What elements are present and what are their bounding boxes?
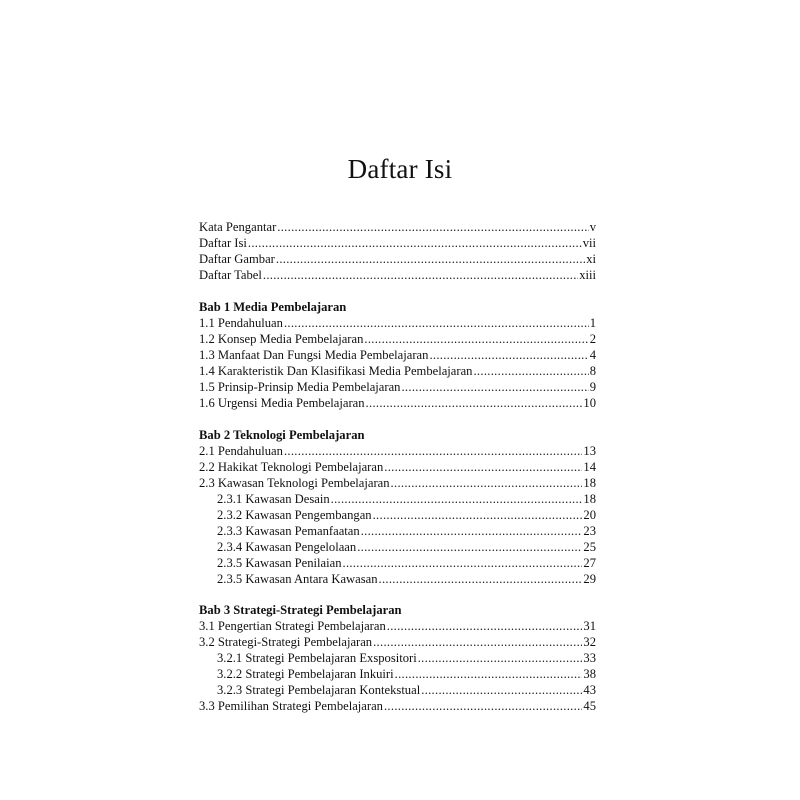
- chapter-title: Bab 3 Strategi-Strategi Pembelajaran: [199, 603, 402, 617]
- dot-leader: [387, 618, 583, 634]
- toc-entry-page: 9: [589, 380, 596, 394]
- toc-entry-page: 13: [583, 444, 596, 458]
- toc-entry-daftar-isi: [199, 235, 596, 251]
- toc-entry-page: 10: [583, 396, 596, 410]
- dot-leader: [384, 698, 582, 714]
- toc-entry-label: Daftar Tabel: [199, 268, 262, 282]
- toc-subentry: [199, 571, 596, 587]
- toc-entry-label: 1.2 Konsep Media Pembelajaran: [199, 332, 364, 346]
- spacer: [199, 411, 596, 427]
- toc-subentry: [199, 666, 596, 682]
- toc-entry: [199, 347, 596, 363]
- toc-entry-label: 3.1 Pengertian Strategi Pembelajaran: [199, 619, 386, 633]
- toc-entry-page: 38: [583, 667, 596, 681]
- spacer: [199, 587, 596, 602]
- dot-leader: [429, 347, 588, 363]
- toc-subentry: [199, 539, 596, 555]
- toc-entry-label: 1.5 Prinsip-Prinsip Media Pembelajaran: [199, 380, 401, 394]
- dot-leader: [263, 267, 578, 283]
- toc-entry-label: 2.3.4 Kawasan Pengelolaan: [217, 540, 357, 554]
- toc-entry-page: 31: [583, 619, 596, 633]
- dot-leader: [357, 539, 582, 555]
- toc-entry-label: Daftar Gambar: [199, 252, 275, 266]
- toc-subentry: [199, 682, 596, 698]
- toc-entry-page: 1: [589, 316, 596, 330]
- toc-subentry: [199, 555, 596, 571]
- dot-leader: [277, 219, 588, 235]
- dot-leader: [361, 523, 583, 539]
- toc-entry-label: 2.3.3 Kawasan Pemanfaatan: [217, 524, 360, 538]
- dot-leader: [421, 682, 582, 698]
- toc-entry-daftar-tabel: [199, 267, 596, 283]
- toc-entry-label: 2.1 Pendahuluan: [199, 444, 283, 458]
- chapter-title: Bab 2 Teknologi Pembelajaran: [199, 428, 365, 442]
- toc-entry-page: 18: [583, 476, 596, 490]
- toc-entry-page: 18: [583, 492, 596, 506]
- dot-leader: [366, 395, 583, 411]
- toc-entry-page: 27: [583, 556, 596, 570]
- dot-leader: [418, 650, 583, 666]
- toc-entry-label: 2.3.2 Kawasan Pengembangan: [217, 508, 372, 522]
- toc-entry-kata-pengantar: [199, 219, 596, 235]
- toc-subentry: [199, 507, 596, 523]
- dot-leader: [284, 443, 582, 459]
- table-of-contents: [199, 219, 596, 714]
- dot-leader: [379, 571, 583, 587]
- toc-entry: [199, 634, 596, 650]
- toc-entry-label: 3.2.2 Strategi Pembelajaran Inkuiri: [217, 667, 394, 681]
- toc-entry-page: 23: [583, 524, 596, 538]
- toc-entry-label: Kata Pengantar: [199, 220, 277, 234]
- toc-entry-label: 2.3.1 Kawasan Desain: [217, 492, 330, 506]
- toc-entry-page: 2: [589, 332, 596, 346]
- toc-entry-page: 43: [583, 683, 596, 697]
- dot-leader: [284, 315, 589, 331]
- toc-entry-page: vii: [582, 236, 596, 250]
- toc-subentry: [199, 491, 596, 507]
- toc-entry-page: 29: [583, 572, 596, 586]
- toc-entry-label: 1.6 Urgensi Media Pembelajaran: [199, 396, 365, 410]
- toc-entry: [199, 395, 596, 411]
- toc-entry-page: 4: [589, 348, 596, 362]
- toc-entry-page: xiii: [579, 268, 596, 282]
- dot-leader: [384, 459, 582, 475]
- toc-entry-label: 1.4 Karakteristik Dan Klasifikasi Media Pembelajaran: [199, 364, 473, 378]
- toc-entry-page: xi: [586, 252, 596, 266]
- toc-entry-label: 2.2 Hakikat Teknologi Pembelajaran: [199, 460, 384, 474]
- toc-entry-page: 25: [583, 540, 596, 554]
- chapter-title: Bab 1 Media Pembelajaran: [199, 300, 347, 314]
- toc-entry-label: 1.1 Pendahuluan: [199, 316, 283, 330]
- toc-entry: [199, 379, 596, 395]
- toc-entry-page: 33: [583, 651, 596, 665]
- spacer: [199, 283, 596, 299]
- toc-entry-label: 3.2 Strategi-Strategi Pembelajaran: [199, 635, 373, 649]
- toc-entry: [199, 698, 596, 714]
- dot-leader: [391, 475, 583, 491]
- toc-entry: [199, 618, 596, 634]
- toc-entry: [199, 315, 596, 331]
- toc-entry-label: 2.3.5 Kawasan Penilaian: [217, 556, 342, 570]
- toc-entry: [199, 331, 596, 347]
- dot-leader: [276, 251, 585, 267]
- toc-entry-label: Daftar Isi: [199, 236, 247, 250]
- dot-leader: [331, 491, 583, 507]
- dot-leader: [248, 235, 582, 251]
- toc-entry: [199, 475, 596, 491]
- page-title: Daftar Isi: [347, 154, 453, 184]
- toc-entry-page: 14: [583, 460, 596, 474]
- toc-entry-label: 2.3 Kawasan Teknologi Pembelajaran: [199, 476, 390, 490]
- dot-leader: [364, 331, 588, 347]
- toc-entry-label: 1.3 Manfaat Dan Fungsi Media Pembelajaran: [199, 348, 429, 362]
- dot-leader: [373, 634, 582, 650]
- toc-subentry: [199, 650, 596, 666]
- dot-leader: [395, 666, 583, 682]
- toc-entry-label: 3.2.1 Strategi Pembelajaran Exspositori: [217, 651, 417, 665]
- toc-entry-page: 20: [583, 508, 596, 522]
- toc-entry: [199, 459, 596, 475]
- dot-leader: [401, 379, 588, 395]
- toc-entry-label: 3.3 Pemilihan Strategi Pembelajaran: [199, 699, 383, 713]
- toc-entry-page: v: [589, 220, 596, 234]
- dot-leader: [373, 507, 583, 523]
- toc-subentry: [199, 523, 596, 539]
- toc-entry-page: 8: [589, 364, 596, 378]
- dot-leader: [343, 555, 583, 571]
- toc-entry: [199, 363, 596, 379]
- toc-entry-page: 45: [583, 699, 596, 713]
- dot-leader: [473, 363, 588, 379]
- toc-entry-label: 3.2.3 Strategi Pembelajaran Kontekstual: [217, 683, 421, 697]
- toc-entry-daftar-gambar: [199, 251, 596, 267]
- toc-entry-label: 2.3.5 Kawasan Antara Kawasan: [217, 572, 378, 586]
- toc-entry-page: 32: [583, 635, 596, 649]
- toc-entry: [199, 443, 596, 459]
